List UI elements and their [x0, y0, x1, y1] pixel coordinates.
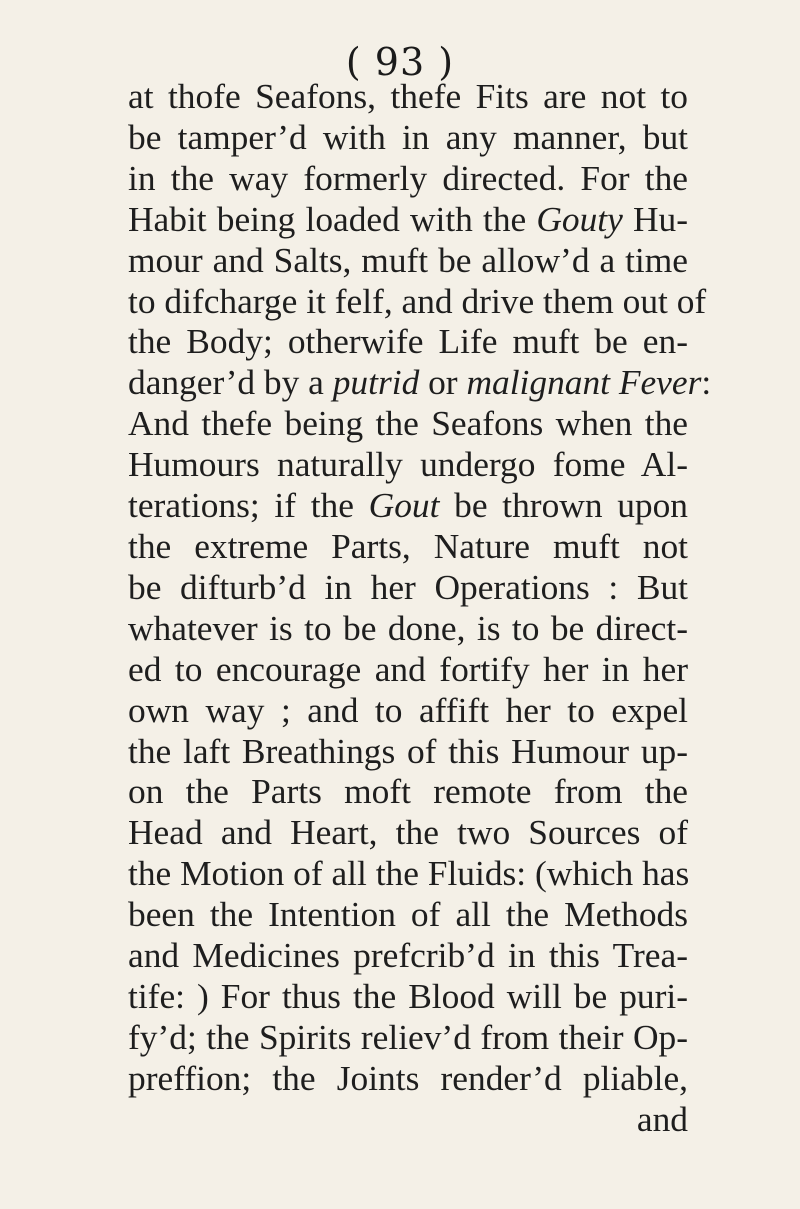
text-run: Head and Heart, the two Sources of: [128, 812, 688, 853]
text-line: [128, 853, 688, 894]
text-line: [128, 812, 688, 853]
text-run: on the Parts moft remote from the: [128, 771, 688, 812]
italic-run: putrid: [332, 362, 420, 403]
text-run: be thrown upon: [439, 485, 688, 526]
italic-run: malignant Fever: [466, 362, 702, 403]
text-line: [128, 894, 688, 935]
text-run: the extreme Parts, Nature muft not: [128, 525, 688, 566]
text-run: tife: ) For thus the Blood will be puri-: [128, 975, 688, 1016]
text-run: to difcharge it felf, and drive them out of: [128, 280, 707, 321]
text-run: the Body; otherwife Life muft be en-: [128, 321, 688, 362]
catchword: and: [636, 1098, 688, 1139]
text-line: [128, 403, 688, 444]
text-run: in the way formerly directed. For the: [128, 157, 688, 198]
text-line: [128, 240, 688, 281]
text-line: [128, 935, 688, 976]
text-line: [128, 199, 688, 240]
text-run: ed to encourage and fortify her in her: [128, 648, 688, 689]
text-line: [128, 444, 688, 485]
text-line: [128, 649, 688, 690]
text-run: be difturb’d in her Operations : But: [128, 566, 688, 607]
text-line: [128, 485, 688, 526]
text-run: whatever is to be done, is to be direct-: [128, 607, 688, 648]
text-run: own way ; and to affift her to expel: [128, 689, 688, 730]
text-line: [128, 158, 688, 199]
text-run: been the Intention of all the Methods: [128, 894, 688, 935]
text-line: [128, 1058, 688, 1099]
text-line: [128, 731, 688, 772]
page-number: ( 93 ): [345, 40, 455, 84]
text-line: [128, 1017, 688, 1058]
text-run: the laft Breathings of this Humour up-: [128, 730, 688, 771]
text-line: [128, 771, 688, 812]
text-line: [128, 690, 688, 731]
body-text: [128, 76, 712, 1140]
text-run: danger’d by a: [128, 362, 333, 403]
italic-run: Gouty: [536, 198, 623, 239]
text-run: Habit being loaded with the: [128, 198, 537, 239]
text-run: mour and Salts, muft be allow’d a time: [128, 239, 688, 280]
text-run: :: [701, 362, 712, 403]
text-run: Hu-: [622, 198, 689, 239]
text-run: And thefe being the Seafons when the: [128, 403, 688, 444]
text-run: the Motion of all the Fluids: (which has: [128, 853, 690, 894]
text-run: at thofe Seafons, thefe Fits are not to: [128, 76, 688, 116]
text-line: [128, 608, 688, 649]
text-run: be tamper’d with in any manner, but: [128, 116, 688, 157]
text-run: preffion; the Joints render’d pliable,: [128, 1057, 688, 1098]
text-line: [128, 321, 688, 362]
text-run: terations; if the: [128, 485, 369, 526]
text-line: [128, 526, 688, 567]
italic-run: Gout: [368, 485, 440, 526]
text-run: Humours naturally undergo fome Al-: [128, 444, 688, 485]
text-run: fy’d; the Spirits reliev’d from their Op-: [128, 1016, 688, 1057]
text-run: and Medicines prefcrib’d in this Trea-: [128, 935, 688, 976]
text-line: [128, 117, 688, 158]
text-run: or: [419, 362, 467, 403]
text-line: [128, 976, 688, 1017]
text-line: [128, 362, 712, 403]
text-line: [128, 280, 707, 322]
text-line: [128, 76, 688, 117]
text-line: [128, 567, 688, 608]
